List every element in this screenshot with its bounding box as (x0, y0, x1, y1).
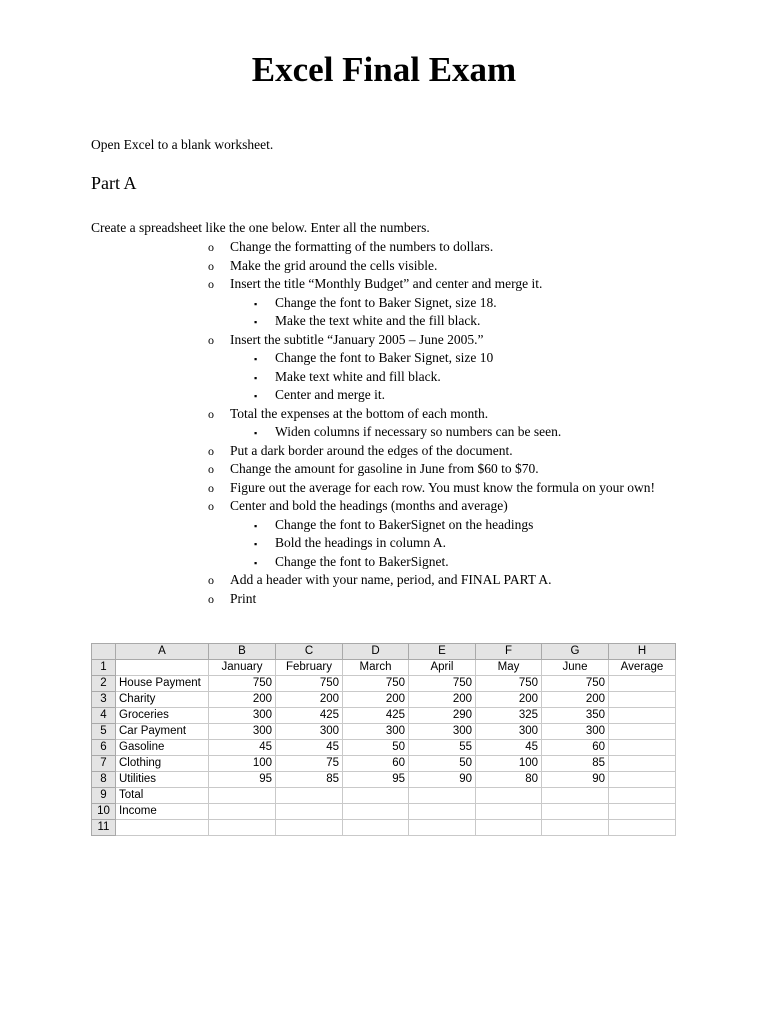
cell: 95 (209, 772, 276, 788)
cell (209, 788, 276, 804)
instruction-item (0, 349, 768, 368)
instruction-item (0, 275, 680, 294)
row-number: 7 (92, 756, 116, 772)
instruction-text: Change the font to BakerSignet. (275, 553, 449, 569)
cell: 300 (209, 708, 276, 724)
table-row (92, 788, 676, 804)
cell: 45 (209, 740, 276, 756)
cell: 290 (409, 708, 476, 724)
cell: Car Payment (116, 724, 209, 740)
cell: 300 (209, 724, 276, 740)
cell (609, 788, 676, 804)
cell (116, 820, 209, 836)
instruction-item (0, 442, 680, 461)
cell: June (542, 660, 609, 676)
bullet-square-icon: ▪ (254, 354, 258, 364)
bullet-square-icon: ▪ (254, 428, 258, 438)
cell (276, 788, 343, 804)
cell: Groceries (116, 708, 209, 724)
page-title: Excel Final Exam (251, 50, 517, 89)
row-number: 3 (92, 692, 116, 708)
cell: 50 (343, 740, 409, 756)
cell: May (476, 660, 542, 676)
instruction-text: Change the amount for gasoline in June from $60 to $70. (230, 461, 539, 476)
cell: 200 (276, 692, 343, 708)
cell (116, 660, 209, 676)
instruction-item (0, 460, 680, 479)
column-header: B (209, 644, 276, 660)
column-header: A (116, 644, 209, 660)
cell: Clothing (116, 756, 209, 772)
cell: 750 (343, 676, 409, 692)
cell: 85 (542, 756, 609, 772)
instruction-text: Center and bold the headings (months and average) (230, 498, 508, 513)
lead-text: Create a spreadsheet like the one below. Enter all the numbers. (91, 220, 430, 235)
instruction-text: Print (230, 590, 257, 606)
column-header: C (276, 644, 343, 660)
instruction-text: Insert the title “Monthly Budget” and center and merge it. (230, 276, 543, 291)
instruction-text: Change the font to Baker Signet, size 10 (275, 350, 494, 365)
cell: 300 (542, 724, 609, 740)
cell (209, 820, 276, 836)
instruction-item (0, 238, 680, 257)
cell: 60 (542, 740, 609, 756)
cell (343, 804, 409, 820)
cell: April (409, 660, 476, 676)
instruction-text: Add a header with your name, period, and FINAL PART A. (230, 572, 552, 587)
cell: 200 (209, 692, 276, 708)
row-number: 6 (92, 740, 116, 756)
instruction-item (0, 479, 680, 498)
cell: 200 (476, 692, 542, 708)
part-heading: Part A (91, 173, 137, 193)
instruction-item (0, 331, 680, 350)
cell: 750 (476, 676, 542, 692)
bullet-circle-icon: o (208, 480, 214, 495)
table-row (92, 804, 676, 820)
cell (209, 804, 276, 820)
cell (609, 820, 676, 836)
cell (609, 724, 676, 740)
instruction-text: Widen columns if necessary so numbers can be seen. (275, 424, 562, 439)
instruction-item (0, 405, 680, 424)
cell (542, 804, 609, 820)
instruction-item (0, 294, 768, 313)
cell (609, 676, 676, 692)
bullet-square-icon: ▪ (254, 391, 258, 401)
cell: 45 (476, 740, 542, 756)
cell (343, 820, 409, 836)
instruction-text: Make the grid around the cells visible. (230, 257, 438, 273)
bullet-circle-icon: o (208, 499, 214, 513)
cell (609, 756, 676, 772)
table-row (92, 692, 676, 708)
instruction-text: Figure out the average for each row. You must know the formula on your own! (230, 479, 656, 495)
instruction-item (0, 386, 768, 405)
cell: 750 (542, 676, 609, 692)
cell (343, 788, 409, 804)
cell: Average (609, 660, 676, 676)
cell: 100 (209, 756, 276, 772)
cell: 50 (409, 756, 476, 772)
table-row (92, 676, 676, 692)
spreadsheet (91, 643, 676, 836)
cell: 300 (476, 724, 542, 740)
table-row (92, 820, 676, 836)
instruction-text: Make text white and fill black. (275, 368, 441, 384)
cell: 90 (542, 772, 609, 788)
cell (276, 804, 343, 820)
table-row (92, 772, 676, 788)
cell (609, 804, 676, 820)
bullet-circle-icon: o (208, 406, 214, 421)
cell: 750 (409, 676, 476, 692)
cell: 300 (409, 724, 476, 740)
instruction-text: Change the formatting of the numbers to dollars. (230, 239, 494, 254)
bullet-circle-icon: o (208, 573, 214, 587)
row-number: 5 (92, 724, 116, 740)
cell: 95 (343, 772, 409, 788)
column-header: H (609, 644, 676, 660)
bullet-square-icon: ▪ (254, 520, 258, 531)
cell (609, 692, 676, 708)
instruction-list (0, 238, 768, 608)
table-row (92, 708, 676, 724)
cell: 200 (343, 692, 409, 708)
bullet-circle-icon: o (208, 277, 214, 291)
instruction-text: Change the font to Baker Signet, size 18. (275, 294, 497, 310)
cell: 300 (276, 724, 343, 740)
cell (542, 788, 609, 804)
column-header: G (542, 644, 609, 660)
cell (609, 708, 676, 724)
table-row (92, 756, 676, 772)
cell: Income (116, 804, 209, 820)
cell: March (343, 660, 409, 676)
column-header-row (92, 644, 676, 660)
cell: 75 (276, 756, 343, 772)
bullet-square-icon: ▪ (254, 317, 258, 327)
cell: February (276, 660, 343, 676)
column-header: F (476, 644, 542, 660)
cell (542, 820, 609, 836)
cell (476, 804, 542, 820)
row-number: 2 (92, 676, 116, 692)
instruction-text: Total the expenses at the bottom of each month. (230, 405, 489, 421)
cell: 750 (276, 676, 343, 692)
cell: 350 (542, 708, 609, 724)
row-number: 1 (92, 660, 116, 676)
cell (609, 740, 676, 756)
instruction-item (0, 257, 680, 276)
cell: 750 (209, 676, 276, 692)
instruction-item (0, 571, 680, 590)
cell: Gasoline (116, 740, 209, 756)
cell: 100 (476, 756, 542, 772)
instruction-text: Insert the subtitle “January 2005 – June 2005.” (230, 331, 484, 347)
cell: Total (116, 788, 209, 804)
cell (476, 788, 542, 804)
cell: 90 (409, 772, 476, 788)
cell: Utilities (116, 772, 209, 788)
column-header: E (409, 644, 476, 660)
cell: 85 (276, 772, 343, 788)
instruction-text: Bold the headings in column A. (275, 535, 446, 550)
instruction-text: Make the text white and the fill black. (275, 313, 481, 328)
cell: Charity (116, 692, 209, 708)
cell: 60 (343, 756, 409, 772)
column-header: D (343, 644, 409, 660)
cell: 300 (343, 724, 409, 740)
cell: 325 (476, 708, 542, 724)
bullet-circle-icon: o (208, 462, 214, 476)
cell: 200 (542, 692, 609, 708)
instruction-item (0, 590, 680, 609)
bullet-circle-icon: o (208, 332, 214, 347)
instruction-text: Put a dark border around the edges of the document. (230, 442, 513, 458)
bullet-circle-icon: o (208, 258, 214, 273)
intro-text: Open Excel to a blank worksheet. (91, 137, 274, 152)
instruction-item (0, 312, 768, 331)
cell: 425 (343, 708, 409, 724)
cell (476, 820, 542, 836)
bullet-circle-icon: o (208, 240, 214, 254)
corner-cell (92, 644, 116, 660)
table-row (92, 740, 676, 756)
row-number: 8 (92, 772, 116, 788)
bullet-square-icon: ▪ (254, 557, 258, 568)
cell: House Payment (116, 676, 209, 692)
table-row (92, 724, 676, 740)
row-number: 10 (92, 804, 116, 820)
cell (276, 820, 343, 836)
bullet-circle-icon: o (208, 591, 214, 606)
cell: 55 (409, 740, 476, 756)
instruction-text: Change the font to BakerSignet on the headings (275, 516, 534, 532)
cell: 200 (409, 692, 476, 708)
cell (409, 788, 476, 804)
instruction-item (0, 534, 768, 553)
instruction-item (0, 368, 768, 387)
cell: 45 (276, 740, 343, 756)
row-number: 11 (92, 820, 116, 836)
table-row (92, 660, 676, 676)
cell: 80 (476, 772, 542, 788)
instruction-item (0, 423, 768, 442)
cell (409, 820, 476, 836)
bullet-square-icon: ▪ (254, 539, 258, 549)
cell: 425 (276, 708, 343, 724)
instruction-item (0, 516, 768, 535)
cell: January (209, 660, 276, 676)
bullet-square-icon: ▪ (254, 298, 258, 309)
cell (409, 804, 476, 820)
cell (609, 772, 676, 788)
instruction-item (0, 497, 680, 516)
bullet-square-icon: ▪ (254, 372, 258, 383)
row-number: 9 (92, 788, 116, 804)
instruction-item (0, 553, 768, 572)
row-number: 4 (92, 708, 116, 724)
bullet-circle-icon: o (208, 443, 214, 458)
instruction-text: Center and merge it. (275, 387, 385, 402)
